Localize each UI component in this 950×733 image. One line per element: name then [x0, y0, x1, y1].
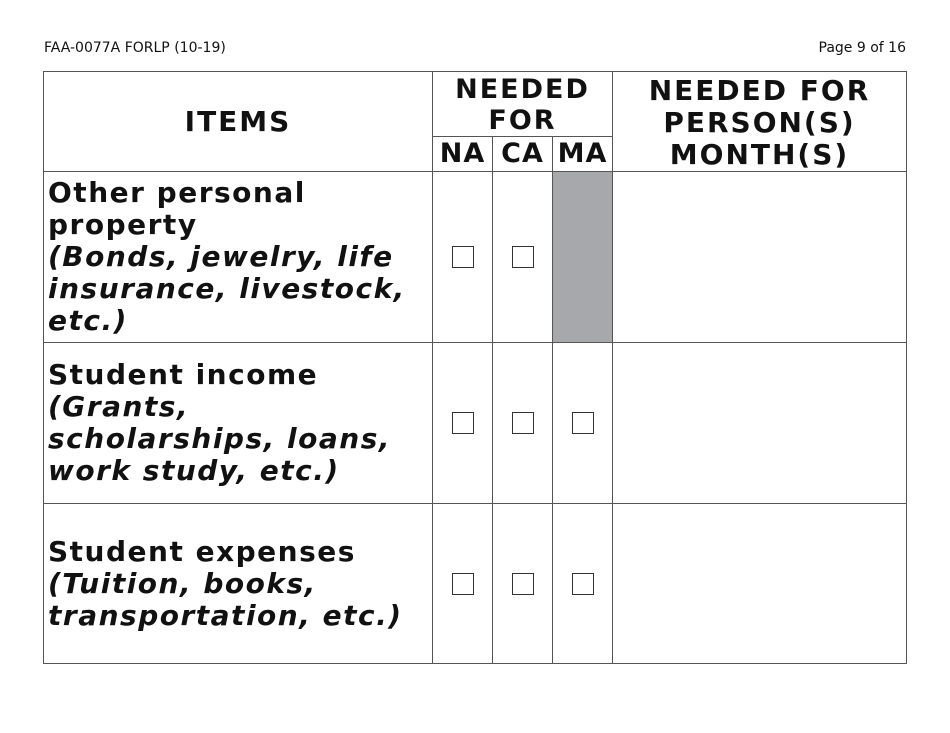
column-header-persons-months: NEEDED FOR PERSON(S) MONTH(S) [613, 72, 907, 172]
item-title: Student expenses [48, 534, 356, 568]
ma-checkbox[interactable] [572, 412, 594, 434]
na-checkbox[interactable] [452, 412, 474, 434]
na-checkbox[interactable] [452, 573, 474, 595]
ca-checkbox[interactable] [512, 246, 534, 268]
na-cell [433, 172, 493, 343]
ca-checkbox[interactable] [512, 573, 534, 595]
item-title: Student income [48, 358, 319, 391]
column-header-na: NA [433, 137, 493, 172]
column-header-ma: MA [553, 137, 613, 172]
ca-cell [493, 172, 553, 343]
table-row [44, 172, 907, 343]
column-header-needed-for: NEEDED FOR [433, 72, 613, 137]
column-header-items: ITEMS [44, 72, 433, 172]
ma-checkbox[interactable] [572, 573, 594, 595]
persons-months-field[interactable] [613, 172, 907, 343]
item-cell [44, 343, 433, 504]
table-row [44, 504, 907, 664]
item-cell [44, 172, 433, 343]
item-description: (Bonds, jewelry, life insurance, livestock, etc.) [48, 240, 406, 337]
ca-cell [493, 504, 553, 664]
ca-checkbox[interactable] [512, 412, 534, 434]
ma-cell [553, 504, 613, 664]
ma-cell-shaded [553, 172, 613, 343]
persons-months-field[interactable] [613, 504, 907, 664]
item-description: (Tuition, books, transportation, etc.) [48, 566, 403, 632]
column-header-ca: CA [493, 137, 553, 172]
item-title: Other personal property [48, 176, 306, 241]
page-number: Page 9 of 16 [818, 40, 906, 56]
na-cell [433, 343, 493, 504]
table-row [44, 343, 907, 504]
ca-cell [493, 343, 553, 504]
ma-cell [553, 343, 613, 504]
item-cell [44, 504, 433, 664]
na-checkbox[interactable] [452, 246, 474, 268]
na-cell [433, 504, 493, 664]
form-id: FAA-0077A FORLP (10-19) [44, 40, 226, 56]
items-table [43, 71, 907, 664]
item-description: (Grants, scholarships, loans, work study, etc.) [48, 390, 391, 487]
persons-months-field[interactable] [613, 343, 907, 504]
